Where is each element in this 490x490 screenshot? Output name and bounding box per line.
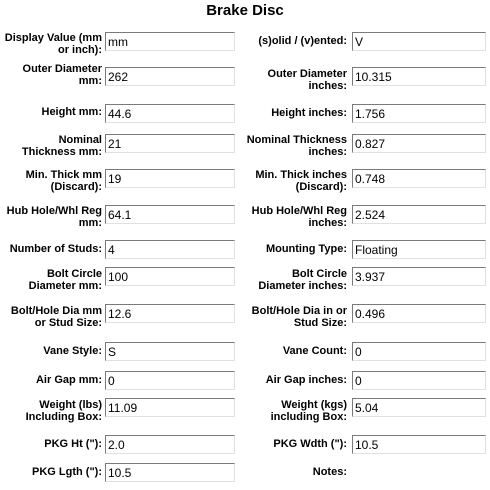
pkg-lgth-field[interactable] xyxy=(105,463,235,482)
bolt-circle-inches-field[interactable] xyxy=(352,267,486,286)
bolt-hole-dia-mm-field[interactable] xyxy=(105,304,235,323)
display-value-field[interactable] xyxy=(105,32,235,51)
hub-hole-inches-label: Hub Hole/Whl Reg inches: xyxy=(251,205,347,229)
weight-lbs-field[interactable] xyxy=(105,398,235,417)
nominal-thickness-inches-field[interactable] xyxy=(352,134,486,153)
bolt-circle-mm-label: Bolt Circle Diameter mm: xyxy=(28,268,102,292)
height-inches-label: Height inches: xyxy=(271,107,347,119)
hub-hole-mm-label: Hub Hole/Whl Reg mm: xyxy=(6,205,102,229)
vane-style-field[interactable] xyxy=(105,342,235,361)
min-thick-inches-label: Min. Thick inches (Discard): xyxy=(255,169,347,193)
bolt-circle-inches-label: Bolt Circle Diameter inches: xyxy=(258,268,347,292)
solid-vented-field[interactable] xyxy=(352,32,486,51)
bolt-hole-dia-in-label: Bolt/Hole Dia in or Stud Size: xyxy=(251,305,347,329)
number-of-studs-label: Number of Studs: xyxy=(9,243,102,255)
vane-count-field[interactable] xyxy=(352,342,486,361)
weight-lbs-label: Weight (lbs) Including Box: xyxy=(25,399,102,423)
vane-style-label: Vane Style: xyxy=(43,345,102,357)
solid-vented-label: (s)olid / (v)ented: xyxy=(258,35,347,47)
min-thick-inches-field[interactable] xyxy=(352,169,486,188)
height-mm-label: Height mm: xyxy=(41,106,102,118)
height-mm-field[interactable] xyxy=(105,104,235,123)
outer-diameter-mm-field[interactable] xyxy=(105,67,235,86)
air-gap-inches-field[interactable] xyxy=(352,371,486,390)
weight-kgs-label: Weight (kgs) including Box: xyxy=(270,399,347,423)
mounting-type-label: Mounting Type: xyxy=(265,243,347,255)
weight-kgs-field[interactable] xyxy=(352,398,486,417)
vane-count-label: Vane Count: xyxy=(282,345,347,357)
min-thick-mm-label: Min. Thick mm (Discard): xyxy=(25,169,102,193)
hub-hole-inches-field[interactable] xyxy=(352,205,486,224)
air-gap-inches-label: Air Gap inches: xyxy=(265,374,347,386)
page-title: Brake Disc xyxy=(206,2,284,19)
number-of-studs-field[interactable] xyxy=(105,240,235,259)
min-thick-mm-field[interactable] xyxy=(105,169,235,188)
nominal-thickness-mm-field[interactable] xyxy=(105,134,235,153)
display-value-label: Display Value (mm or inch): xyxy=(4,32,102,56)
pkg-ht-field[interactable] xyxy=(105,435,235,454)
bolt-circle-mm-field[interactable] xyxy=(105,267,235,286)
outer-diameter-inches-field[interactable] xyxy=(352,67,486,86)
pkg-wdth-field[interactable] xyxy=(352,435,486,454)
air-gap-mm-field[interactable] xyxy=(105,371,235,390)
outer-diameter-mm-label: Outer Diameter mm: xyxy=(22,63,102,87)
air-gap-mm-label: Air Gap mm: xyxy=(35,374,102,386)
notes-label: Notes: xyxy=(312,466,347,478)
nominal-thickness-inches-label: Nominal Thickness inches: xyxy=(246,134,347,158)
pkg-wdth-label: PKG Wdth ("): xyxy=(273,438,347,450)
outer-diameter-inches-label: Outer Diameter inches: xyxy=(267,68,347,92)
height-inches-field[interactable] xyxy=(352,104,486,123)
hub-hole-mm-field[interactable] xyxy=(105,205,235,224)
mounting-type-field[interactable] xyxy=(352,240,486,259)
pkg-lgth-label: PKG Lgth ("): xyxy=(32,466,102,478)
bolt-hole-dia-in-field[interactable] xyxy=(352,304,486,323)
pkg-ht-label: PKG Ht ("): xyxy=(44,438,102,450)
bolt-hole-dia-mm-label: Bolt/Hole Dia mm or Stud Size: xyxy=(10,305,102,329)
nominal-thickness-mm-label: Nominal Thickness mm: xyxy=(21,134,102,158)
